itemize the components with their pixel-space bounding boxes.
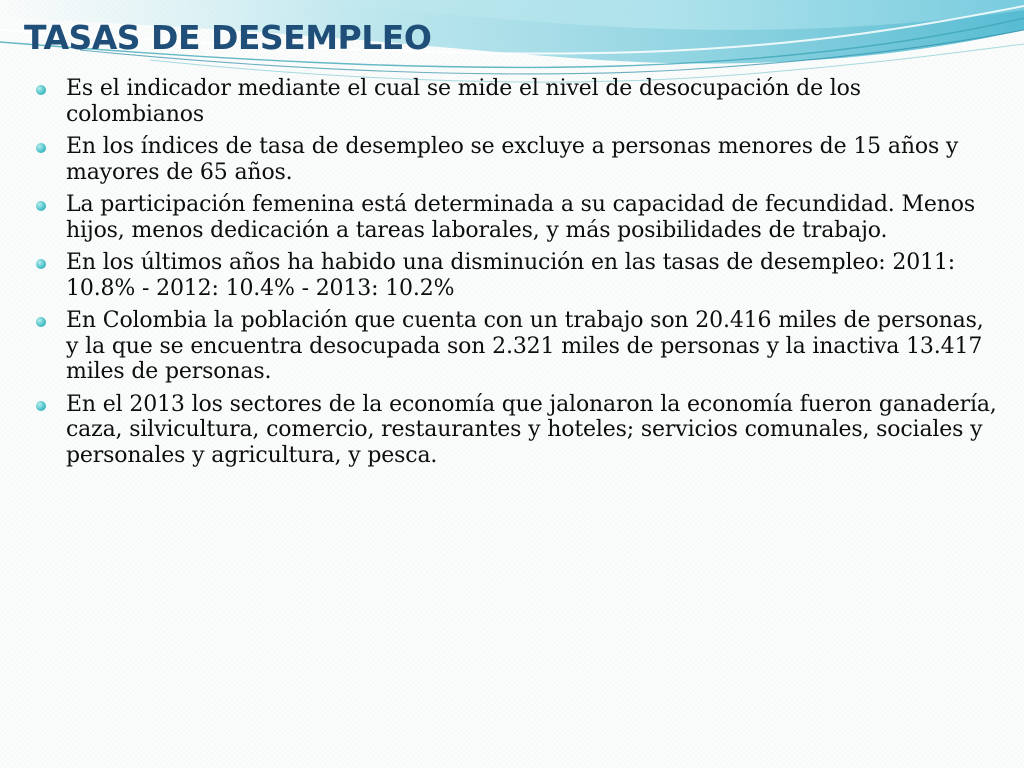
list-item: [34, 392, 999, 469]
bullet-dot-icon: [36, 317, 46, 327]
list-item: [34, 76, 999, 127]
bullet-text: Es el indicador mediante el cual se mide el nivel de desocupación de los colombianos: [66, 76, 861, 127]
bullet-text: En los índices de tasa de desempleo se excluye a personas menores de 15 años y mayores de 65 años.: [66, 134, 959, 185]
bullet-text: En los últimos años ha habido una disminución en las tasas de desempleo: 2011: 10.8% - 2012: 10.4% - 2013: 10.2%: [66, 250, 956, 301]
bullet-text: En Colombia la población que cuenta con un trabajo son 20.416 miles de personas, y la que se encuentra desocupada son 2.321 miles de personas y la inactiva 13.417 miles de personas.: [66, 308, 984, 384]
bullet-dot-icon: [36, 259, 46, 269]
bullet-list: [34, 76, 999, 475]
bullet-dot-icon: [36, 201, 46, 211]
bullet-dot-icon: [36, 401, 46, 411]
list-item: [34, 250, 999, 301]
list-item: [34, 192, 999, 243]
slide-title: TASAS DE DESEMPLEO: [24, 18, 432, 57]
bullet-dot-icon: [36, 143, 46, 153]
list-item: [34, 308, 999, 385]
list-item: [34, 134, 999, 185]
bullet-text: En el 2013 los sectores de la economía que jalonaron la economía fueron ganadería, caza, silvicultura, comercio, restaurantes y hoteles; servicios comunales, sociales y personales y agricultura, y pesca.: [66, 391, 997, 468]
bullet-dot-icon: [36, 85, 46, 95]
bullet-text: La participación femenina está determinada a su capacidad de fecundidad. Menos hijos, menos dedicación a tareas laborales, y más posibilidades de trabajo.: [66, 192, 975, 243]
